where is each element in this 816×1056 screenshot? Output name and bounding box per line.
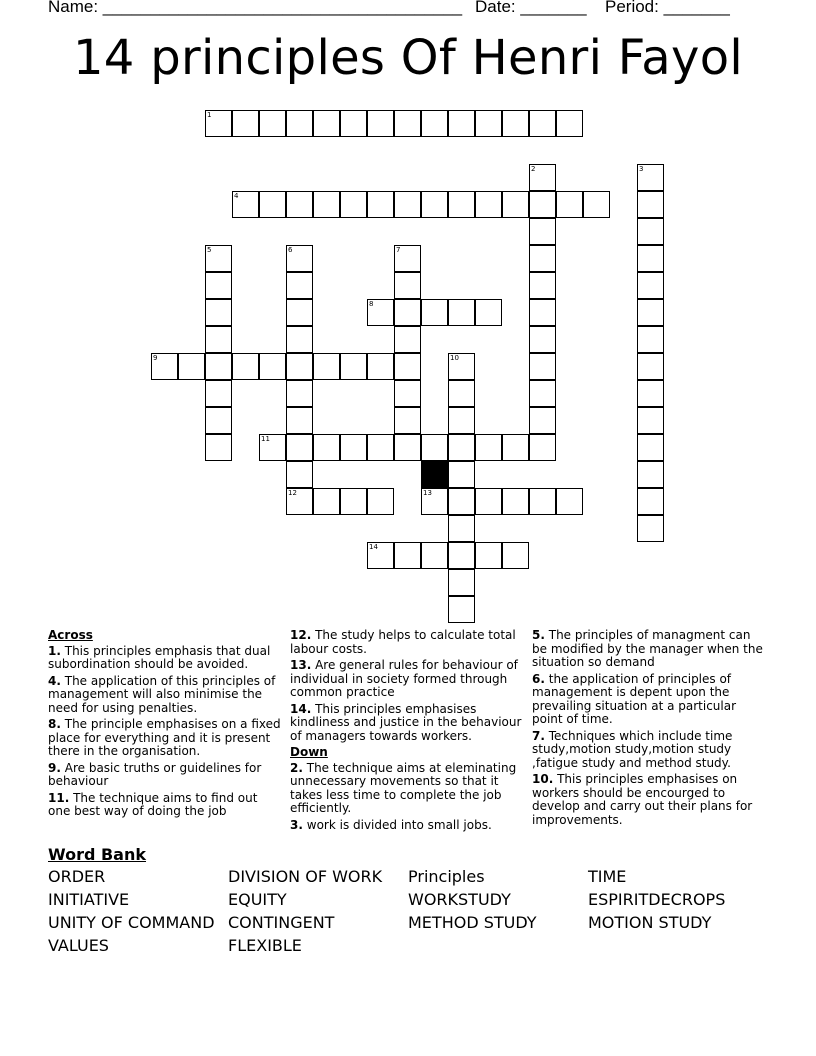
word-bank-item: INITIATIVE <box>48 890 130 909</box>
name-field-label: Name: ______________________________________ <box>48 0 463 16</box>
crossword-cell[interactable] <box>421 299 448 326</box>
crossword-cell[interactable] <box>529 353 556 380</box>
crossword-cell[interactable] <box>529 434 556 461</box>
word-bank-item: Principles <box>408 867 485 886</box>
crossword-cell[interactable] <box>637 380 664 407</box>
cell-number-11: 11 <box>261 435 270 443</box>
clue-down-3: 3. work is divided into small jobs. <box>290 817 492 832</box>
clue-across-12: 12. The study helps to calculate total labour costs. <box>290 628 516 656</box>
crossword-cell[interactable] <box>637 488 664 515</box>
crossword-cell[interactable] <box>286 272 313 299</box>
crossword-cell[interactable] <box>313 110 340 137</box>
crossword-cell[interactable] <box>448 542 475 569</box>
cell-number-3: 3 <box>639 165 644 173</box>
word-bank-item: MOTION STUDY <box>588 913 712 932</box>
cell-number-2: 2 <box>531 165 536 173</box>
crossword-cell[interactable] <box>637 272 664 299</box>
crossword-cell[interactable] <box>367 191 394 218</box>
clue-down-2: 2. The technique aims at eleminating unnecessary movements so that it takes less time to complete the job efficiently. <box>290 760 517 815</box>
crossword-cell[interactable] <box>556 110 583 137</box>
crossword-cell[interactable] <box>502 542 529 569</box>
crossword-cell[interactable] <box>178 353 205 380</box>
crossword-cell[interactable] <box>448 434 475 461</box>
crossword-cell[interactable] <box>394 110 421 137</box>
word-bank-item: CONTINGENT <box>228 913 335 932</box>
word-bank-item: METHOD STUDY <box>408 913 537 932</box>
word-bank-item: VALUES <box>48 936 109 955</box>
cell-number-7: 7 <box>396 246 401 254</box>
cell-number-12: 12 <box>288 489 297 497</box>
crossword-cell[interactable] <box>367 434 394 461</box>
word-bank-item: TIME <box>588 867 627 886</box>
clue-across-11: 11. The technique aims to find out one best way of doing the job <box>48 790 258 818</box>
crossword-cell[interactable] <box>448 407 475 434</box>
clue-across-13: 13. Are general rules for behaviour of individual in society formed through common practice <box>290 658 518 699</box>
page-title: 14 principles Of Henri Fayol <box>72 30 744 86</box>
crossword-cell[interactable] <box>340 110 367 137</box>
crossword-cell[interactable] <box>340 434 367 461</box>
cell-number-9: 9 <box>153 354 158 362</box>
crossword-cell[interactable] <box>556 191 583 218</box>
clue-down-6: 6. the application of principles of management is depent upon the prevailing situation at a particular point of time. <box>532 671 737 726</box>
crossword-cell[interactable] <box>475 434 502 461</box>
crossword-cell[interactable] <box>286 191 313 218</box>
crossword-cell[interactable] <box>583 191 610 218</box>
crossword-cell[interactable] <box>286 110 313 137</box>
crossword-cell[interactable] <box>475 110 502 137</box>
crossword-cell[interactable] <box>448 515 475 542</box>
crossword-cell[interactable] <box>637 353 664 380</box>
crossword-cell[interactable] <box>475 488 502 515</box>
date-field-label: Date: _______ <box>475 0 587 16</box>
crossword-cell[interactable] <box>259 353 286 380</box>
crossword-cell[interactable] <box>313 353 340 380</box>
crossword-cell[interactable] <box>637 461 664 488</box>
crossword-cell[interactable] <box>286 434 313 461</box>
clue-across-1: 1. This principles emphasis that dual subordination should be avoided. <box>48 643 271 671</box>
crossword-cell[interactable] <box>448 596 475 623</box>
clues-column-3 <box>532 629 768 830</box>
word-bank-item: UNITY OF COMMAND <box>48 913 215 932</box>
crossword-cell[interactable] <box>367 110 394 137</box>
word-bank-item: EQUITY <box>228 890 287 909</box>
crossword-cell[interactable] <box>259 191 286 218</box>
crossword-cell[interactable] <box>421 110 448 137</box>
crossword-cell[interactable] <box>394 353 421 380</box>
crossword-cell[interactable] <box>421 434 448 461</box>
clue-across-4: 4. The application of this principles of management will also minimise the need for using penalties. <box>48 673 276 715</box>
crossword-cell[interactable] <box>286 461 313 488</box>
crossword-cell[interactable] <box>286 299 313 326</box>
crossword-cell[interactable] <box>286 353 313 380</box>
crossword-cell[interactable] <box>286 407 313 434</box>
clue-down-5: 5. The principles of managment can be modified by the manager when the situation so demand <box>532 628 763 669</box>
crossword-cell[interactable] <box>340 488 367 515</box>
crossword-cell[interactable] <box>529 407 556 434</box>
crossword-cell[interactable] <box>421 542 448 569</box>
crossword-cell[interactable] <box>529 326 556 353</box>
word-bank-item: WORKSTUDY <box>408 890 511 909</box>
crossword-cell[interactable] <box>259 110 286 137</box>
crossword-cell[interactable] <box>529 488 556 515</box>
crossword-cell[interactable] <box>394 272 421 299</box>
crossword-cell[interactable] <box>205 353 232 380</box>
crossword-cell[interactable] <box>394 326 421 353</box>
period-field-label: Period: _______ <box>605 0 730 16</box>
crossword-cell[interactable] <box>448 380 475 407</box>
crossword-cell[interactable] <box>313 434 340 461</box>
crossword-cell[interactable] <box>529 191 556 218</box>
cell-number-8: 8 <box>369 300 374 308</box>
crossword-cell[interactable] <box>394 542 421 569</box>
clue-down-7: 7. Techniques which include time study,motion study,motion study ,fatigue study and method study. <box>532 728 733 770</box>
crossword-cell[interactable] <box>367 353 394 380</box>
crossword-cell[interactable] <box>475 299 502 326</box>
word-bank-item: DIVISION OF WORK <box>228 867 383 886</box>
crossword-cell[interactable] <box>502 191 529 218</box>
cell-number-6: 6 <box>288 246 293 254</box>
crossword-cell[interactable] <box>232 353 259 380</box>
crossword-cell[interactable] <box>475 542 502 569</box>
clues-column-2 <box>290 629 526 835</box>
clue-across-14: 14. This principles emphasises kindliness and justice in the behaviour of managers towards workers. <box>290 701 522 743</box>
crossword-cell[interactable] <box>637 299 664 326</box>
crossword-cell[interactable] <box>313 191 340 218</box>
clue-across-9: 9. Are basic truths or guidelines for behaviour <box>48 760 262 788</box>
crossword-cell[interactable] <box>529 380 556 407</box>
word-bank-title: Word Bank <box>48 845 147 864</box>
crossword-cell[interactable] <box>556 488 583 515</box>
cell-number-5: 5 <box>207 246 212 254</box>
crossword-cell[interactable] <box>313 488 340 515</box>
crossword-cell[interactable] <box>502 110 529 137</box>
crossword-cell[interactable] <box>394 407 421 434</box>
crossword-cell[interactable] <box>502 434 529 461</box>
crossword-cell[interactable] <box>394 380 421 407</box>
cell-number-10: 10 <box>450 354 459 362</box>
crossword-cell[interactable] <box>394 191 421 218</box>
crossword-cell[interactable] <box>448 461 475 488</box>
crossword-cell[interactable] <box>637 407 664 434</box>
word-bank-item: ESPIRITDECROPS <box>588 890 726 909</box>
crossword-cell[interactable] <box>637 218 664 245</box>
clues-column-1 <box>48 629 283 822</box>
crossword-cell[interactable] <box>448 569 475 596</box>
crossword-cell[interactable] <box>529 272 556 299</box>
crossword-cell[interactable] <box>367 488 394 515</box>
crossword-cell[interactable] <box>529 245 556 272</box>
crossword-cell[interactable] <box>340 353 367 380</box>
crossword-cell[interactable] <box>448 191 475 218</box>
crossword-cell[interactable] <box>475 191 502 218</box>
crossword-cell[interactable] <box>205 380 232 407</box>
crossword-cell[interactable] <box>448 299 475 326</box>
crossword-cell[interactable] <box>637 515 664 542</box>
word-bank-item: FLEXIBLE <box>228 936 302 955</box>
crossword-cell[interactable] <box>205 407 232 434</box>
crossword-cell[interactable] <box>205 434 232 461</box>
crossword-cell[interactable] <box>529 218 556 245</box>
crossword-cell[interactable] <box>448 488 475 515</box>
crossword-black-cell <box>421 461 448 488</box>
crossword-cell[interactable] <box>637 434 664 461</box>
crossword-cell[interactable] <box>529 110 556 137</box>
crossword-cell[interactable] <box>529 299 556 326</box>
word-bank-item: ORDER <box>48 867 106 886</box>
clue-down-10: 10. This principles emphasises on workers should be encourged to develop and carry out their plans for improvements. <box>532 772 753 827</box>
cell-number-1: 1 <box>207 111 212 119</box>
crossword-cell[interactable] <box>205 299 232 326</box>
crossword-cell[interactable] <box>340 191 367 218</box>
crossword-cell[interactable] <box>205 326 232 353</box>
crossword-cell[interactable] <box>448 110 475 137</box>
crossword-cell[interactable] <box>421 191 448 218</box>
crossword-cell[interactable] <box>286 380 313 407</box>
crossword-cell[interactable] <box>232 110 259 137</box>
crossword-cell[interactable] <box>394 299 421 326</box>
clue-across-8: 8. The principle emphasises on a fixed place for everything and it is present there in the organisation. <box>48 717 281 758</box>
cell-number-13: 13 <box>423 489 432 497</box>
crossword-cell[interactable] <box>286 326 313 353</box>
cell-number-14: 14 <box>369 543 378 551</box>
crossword-cell[interactable] <box>205 272 232 299</box>
crossword-cell[interactable] <box>637 326 664 353</box>
crossword-cell[interactable] <box>502 488 529 515</box>
cell-number-4: 4 <box>234 192 239 200</box>
across-heading: Across <box>48 628 93 642</box>
crossword-cell[interactable] <box>637 191 664 218</box>
down-heading: Down <box>290 745 328 759</box>
crossword-cell[interactable] <box>394 434 421 461</box>
crossword-cell[interactable] <box>637 245 664 272</box>
